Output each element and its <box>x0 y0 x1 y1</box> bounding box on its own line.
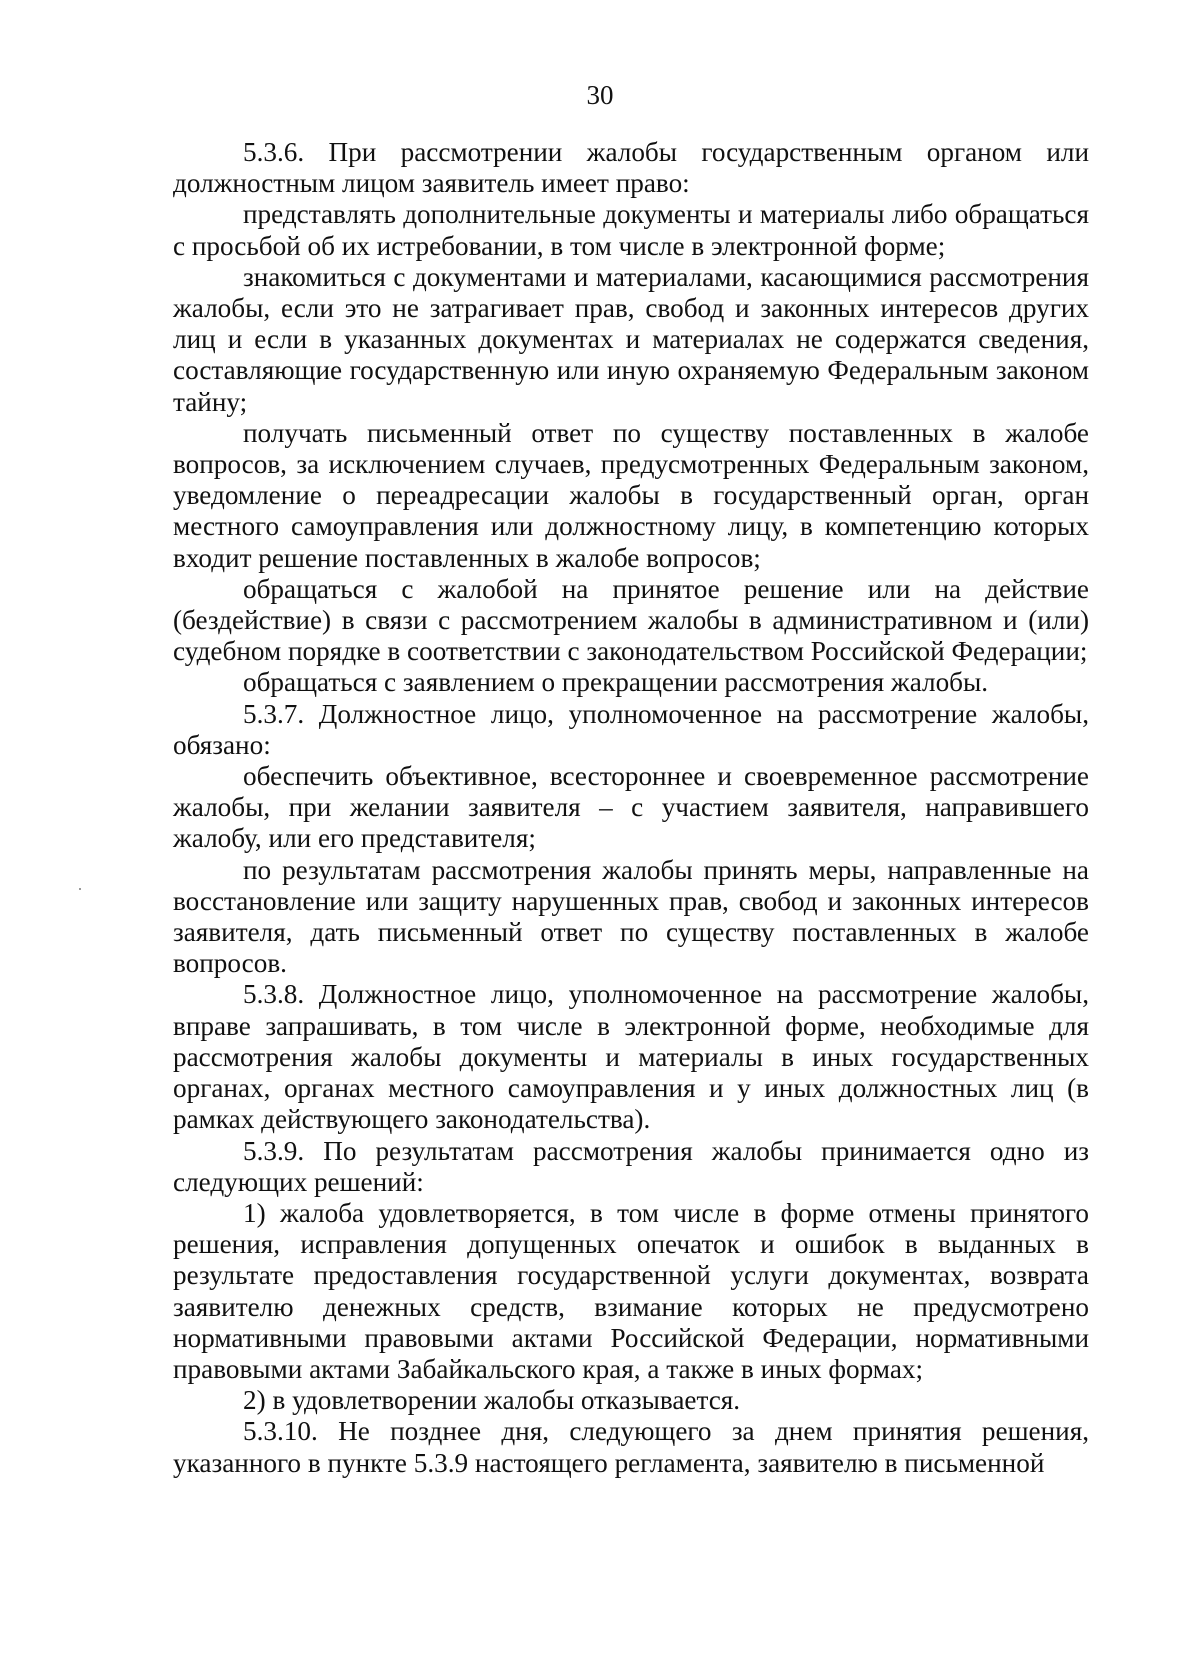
paragraph-right-terminate: обращаться с заявлением о прекращении рассмотрения жалобы. <box>243 667 989 698</box>
paragraph-decision-satisfied: 1) жалоба удовлетворяется, в том числе в форме отмены принятого решения, исправления допущенных опечаток и ошибок в выданных в результате предоставления государственной услуги документах, возврата заявителю денежных средств, взимание которых не предусмотрено нормативными правовыми актами Российской Федерации, нормативными правовыми актами Забайкальского края, а также в иных формах; <box>173 1197 1089 1384</box>
paragraph-5-3-6: 5.3.6. При рассмотрении жалобы государственным органом или должностным лицом заявитель имеет право: <box>173 137 1089 199</box>
paragraph-right-appeal: обращаться с жалобой на принятое решение или на действие (бездействие) в связи с рассмотрением жалобы в административном и (или) судебном порядке в соответствии с законодательством Российской Федерации; <box>173 573 1089 667</box>
paragraph-5-3-10: 5.3.10. Не позднее дня, следующего за днем принятия решения, указанного в пункте 5.3.9 настоящего регламента, заявителю в письменной <box>173 1416 1089 1478</box>
document-body <box>173 137 1089 1479</box>
paragraph-right-written-answer: получать письменный ответ по существу поставленных в жалобе вопросов, за исключением случаев, предусмотренных Федеральным законом, уведомление о переадресации жалобы в государственный орган, орган местного самоуправления или должностному лицу, в компетенцию которых входит решение поставленных в жалобе вопросов; <box>173 417 1089 573</box>
paragraph-5-3-7: 5.3.7. Должностное лицо, уполномоченное на рассмотрение жалобы, обязано: <box>173 698 1089 760</box>
paragraph-duty-measures: по результатам рассмотрения жалобы принять меры, направленные на восстановление или защиту нарушенных прав, свобод и законных интересов заявителя, дать письменный ответ по существу поставленных в жалобе вопросов. <box>173 854 1089 979</box>
scan-speck <box>79 888 81 890</box>
paragraph-duty-review: обеспечить объективное, всестороннее и своевременное рассмотрение жалобы, при желании заявителя – с участием заявителя, направившего жалобу, или его представителя; <box>173 761 1089 854</box>
paragraph-decision-refused: 2) в удовлетворении жалобы отказывается. <box>243 1385 741 1416</box>
page-number: 30 <box>586 80 614 110</box>
paragraph-5-3-9: 5.3.9. По результатам рассмотрения жалобы принимается одно из следующих решений: <box>173 1135 1089 1197</box>
paragraph-5-3-8: 5.3.8. Должностное лицо, уполномоченное на рассмотрение жалобы, вправе запрашивать, в том числе в электронной форме, необходимые для рассмотрения жалобы документы и материалы в иных государственных органах, органах местного самоуправления и у иных должностных лиц (в рамках действующего законодательства). <box>173 979 1089 1135</box>
paragraph-right-review-materials: знакомиться с документами и материалами, касающимися рассмотрения жалобы, если это не затрагивает прав, свобод и законных интересов других лиц и если в указанных документах и материалах не содержатся сведения, составляющие государственную или иную охраняемую Федеральным законом тайну; <box>173 261 1089 417</box>
paragraph-right-submit-documents: представлять дополнительные документы и материалы либо обращаться с просьбой об их истребовании, в том числе в электронной форме; <box>173 199 1089 261</box>
